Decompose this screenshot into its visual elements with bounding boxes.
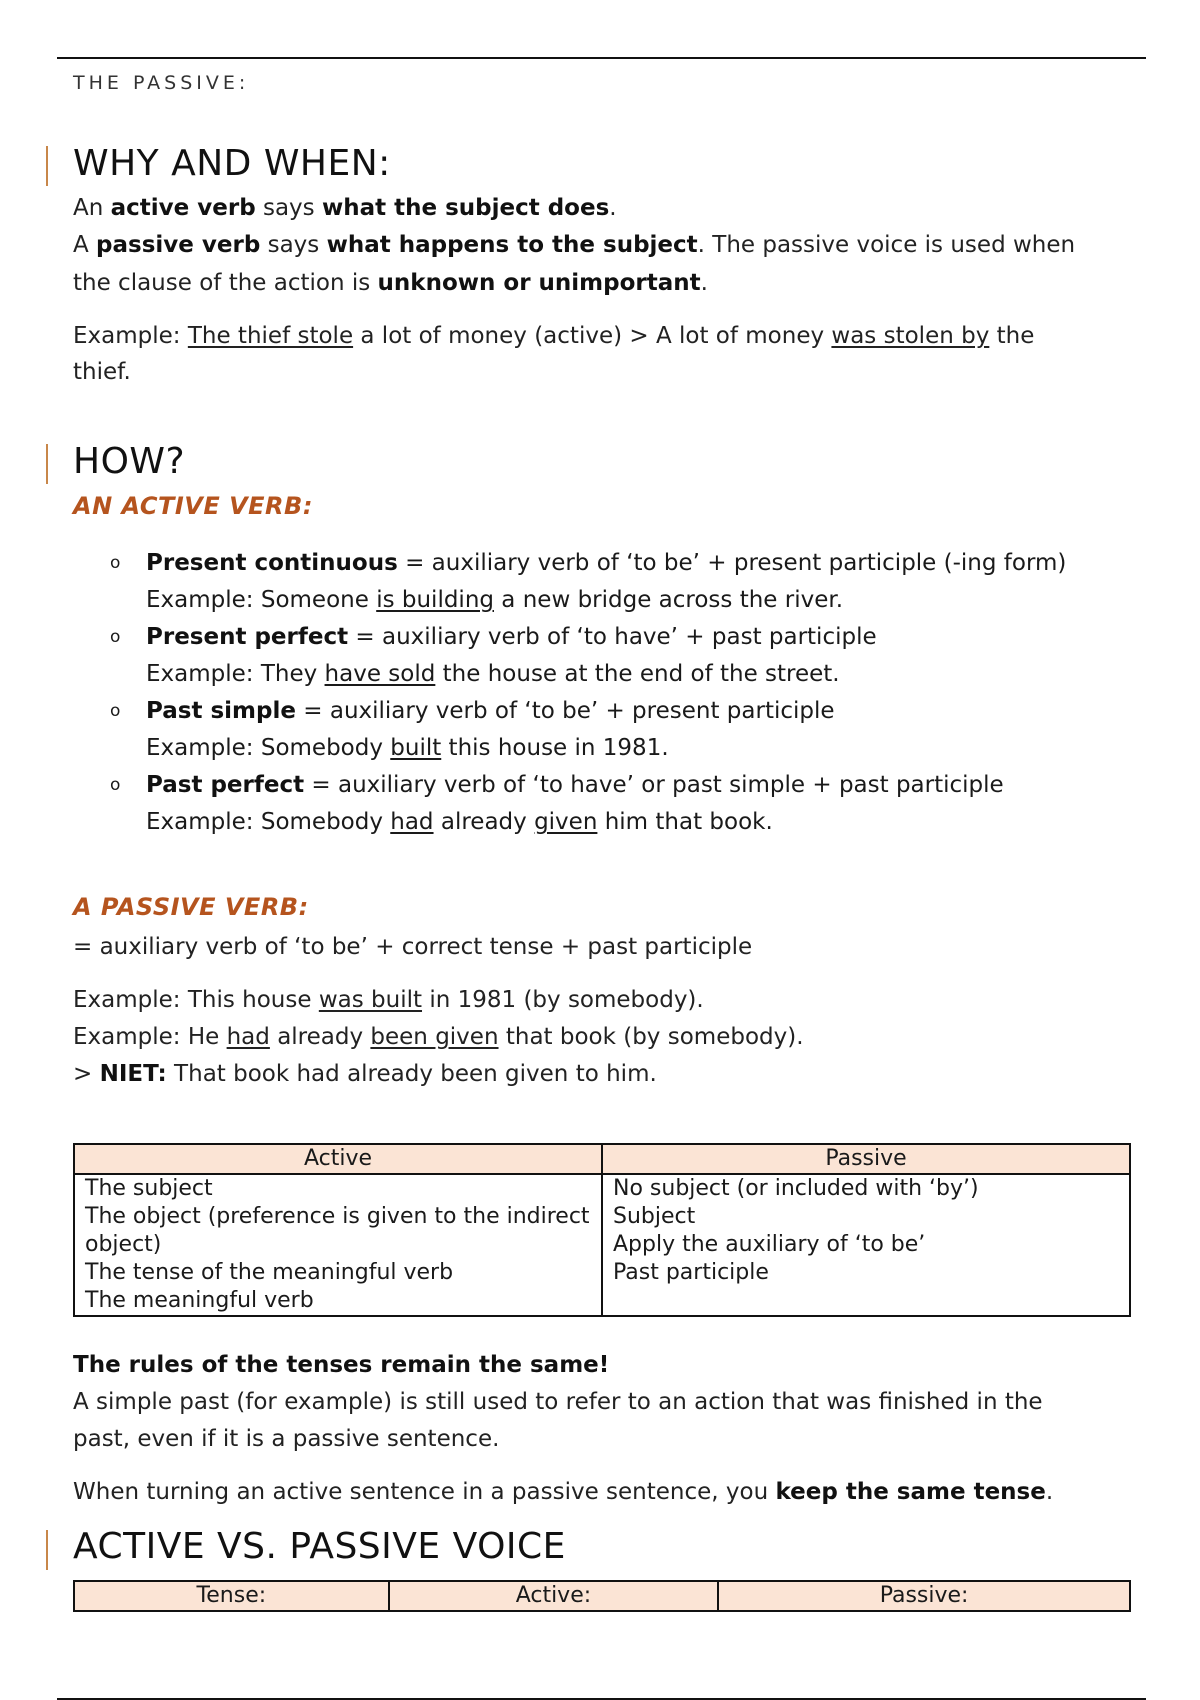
text: Example: He <box>73 1024 227 1050</box>
tense-list <box>110 545 1160 841</box>
line <box>73 1474 1053 1511</box>
top-rule <box>57 57 1146 59</box>
list-item <box>110 619 1160 693</box>
bold-text: what the subject does <box>321 195 610 221</box>
example-line <box>73 982 704 1019</box>
column-header-active: Active <box>74 1144 602 1174</box>
column-header-active: Active: <box>389 1581 718 1611</box>
text: Example: This house <box>73 987 319 1013</box>
text: this house in 1981. <box>441 735 669 761</box>
text: already <box>269 1024 371 1050</box>
text: . The passive voice is used when <box>697 232 1076 258</box>
underlined-text: was stolen by <box>831 323 990 349</box>
table-line: Subject <box>613 1204 696 1229</box>
tense-rule <box>146 693 1160 730</box>
table-line: Past participle <box>613 1260 769 1285</box>
tense-table <box>73 1580 1131 1612</box>
line <box>73 1384 1043 1421</box>
text: the clause of the action is <box>73 270 378 296</box>
bold-text: Present continuous <box>146 550 398 576</box>
text: When turning an active sentence in a passive sentence, you <box>73 1479 776 1505</box>
text: = auxiliary verb of ‘to have’ + past participle <box>348 624 877 650</box>
bold-text: active verb <box>110 195 256 221</box>
text: Example: Someone <box>146 587 377 613</box>
column-header-tense: Tense: <box>74 1581 389 1611</box>
example-line <box>73 1019 804 1056</box>
bullet-marker: o <box>110 627 121 647</box>
tense-example <box>146 804 1160 841</box>
text: . <box>1045 1479 1054 1505</box>
text: An <box>73 195 111 221</box>
rules-title: The rules of the tenses remain the same! <box>73 1352 610 1378</box>
text: That book had already been given to him. <box>166 1061 657 1087</box>
text: the <box>989 323 1035 349</box>
example-line <box>73 318 1034 355</box>
bullet-marker: o <box>110 701 121 721</box>
text: says <box>255 195 322 221</box>
bullet-marker: o <box>110 553 121 573</box>
bold-text: what happens to the subject <box>326 232 698 258</box>
heading-accent-bar <box>46 146 48 186</box>
example-line <box>73 354 131 391</box>
line <box>73 265 708 302</box>
bold-text: keep the same tense <box>775 1479 1046 1505</box>
example-line <box>73 1056 657 1093</box>
text: Example: <box>73 323 188 349</box>
underlined-text: had <box>226 1024 270 1050</box>
bold-text: Past simple <box>146 698 296 724</box>
text: says <box>260 232 327 258</box>
text: a lot of money (active) > A lot of money <box>353 323 832 349</box>
bold-text: NIET: <box>99 1061 167 1087</box>
active-cell <box>74 1174 602 1316</box>
table-line: No subject (or included with ‘by’) <box>613 1176 979 1201</box>
tense-rule <box>146 767 1160 804</box>
bullet-marker: o <box>110 775 121 795</box>
line <box>73 227 1075 264</box>
bold-text: Past perfect <box>146 772 305 798</box>
heading-how: HOW? <box>73 441 186 482</box>
text: a new bridge across the river. <box>494 587 844 613</box>
tense-example <box>146 582 1160 619</box>
column-header-passive: Passive <box>602 1144 1130 1174</box>
tense-rule <box>146 545 1160 582</box>
text: past, even if it is a passive sentence. <box>73 1426 500 1452</box>
text: Example: Somebody <box>146 735 391 761</box>
heading-why-and-when: WHY AND WHEN: <box>73 143 391 184</box>
underlined-text: have sold <box>324 661 436 687</box>
underlined-text: is building <box>376 587 494 613</box>
active-passive-table <box>73 1143 1131 1317</box>
text: A simple past (for example) is still used to refer to an action that was finished in the <box>73 1389 1043 1415</box>
text: . <box>700 270 708 296</box>
passive-cell <box>602 1174 1130 1316</box>
line <box>73 1421 499 1458</box>
text: him that book. <box>597 809 773 835</box>
tense-example <box>146 656 1160 693</box>
bold-text: passive verb <box>96 232 261 258</box>
text: that book (by somebody). <box>498 1024 804 1050</box>
text: = auxiliary verb of ‘to be’ + correct tense + past participle <box>73 934 753 960</box>
underlined-text: been given <box>370 1024 499 1050</box>
table-line: The subject <box>85 1176 213 1201</box>
table-line: The tense of the meaningful verb <box>85 1260 454 1285</box>
underlined-text: was built <box>318 987 423 1013</box>
text: . <box>609 195 617 221</box>
text: > <box>73 1061 100 1087</box>
list-item <box>110 693 1160 767</box>
text: = auxiliary verb of ‘to be’ + present participle (-ing form) <box>397 550 1067 576</box>
bold-text: Present perfect <box>146 624 349 650</box>
text: the house at the end of the street. <box>435 661 840 687</box>
underlined-text: given <box>534 809 598 835</box>
heading-accent-bar <box>46 1530 48 1570</box>
text: Example: They <box>146 661 325 687</box>
text: Example: Somebody <box>146 809 391 835</box>
heading-active-vs-passive: ACTIVE VS. PASSIVE VOICE <box>73 1526 566 1567</box>
text: in 1981 (by somebody). <box>422 987 704 1013</box>
passive-formula <box>73 929 752 966</box>
text: = auxiliary verb of ‘to have’ or past simple + past participle <box>304 772 1004 798</box>
document-title: THE PASSIVE: <box>73 72 250 94</box>
text: A <box>73 232 97 258</box>
line <box>73 190 617 227</box>
column-header-passive: Passive: <box>718 1581 1130 1611</box>
heading-accent-bar <box>46 444 48 484</box>
text: = auxiliary verb of ‘to be’ + present participle <box>295 698 835 724</box>
underlined-text: had <box>390 809 434 835</box>
list-item <box>110 545 1160 619</box>
list-item <box>110 767 1160 841</box>
table-line: The object (preference is given to the indirect object) <box>85 1204 590 1257</box>
tense-example <box>146 730 1160 767</box>
underlined-text: built <box>390 735 442 761</box>
text: thief. <box>73 359 131 385</box>
text: already <box>433 809 535 835</box>
bold-text: unknown or unimportant <box>377 270 701 296</box>
table-line: The meaningful verb <box>85 1288 314 1313</box>
table-line: Apply the auxiliary of ‘to be’ <box>613 1232 926 1257</box>
subheading-passive-verb: A PASSIVE VERB: <box>73 893 309 921</box>
subheading-active-verb: AN ACTIVE VERB: <box>73 492 313 520</box>
tense-rule <box>146 619 1160 656</box>
underlined-text: The thief stole <box>187 323 354 349</box>
